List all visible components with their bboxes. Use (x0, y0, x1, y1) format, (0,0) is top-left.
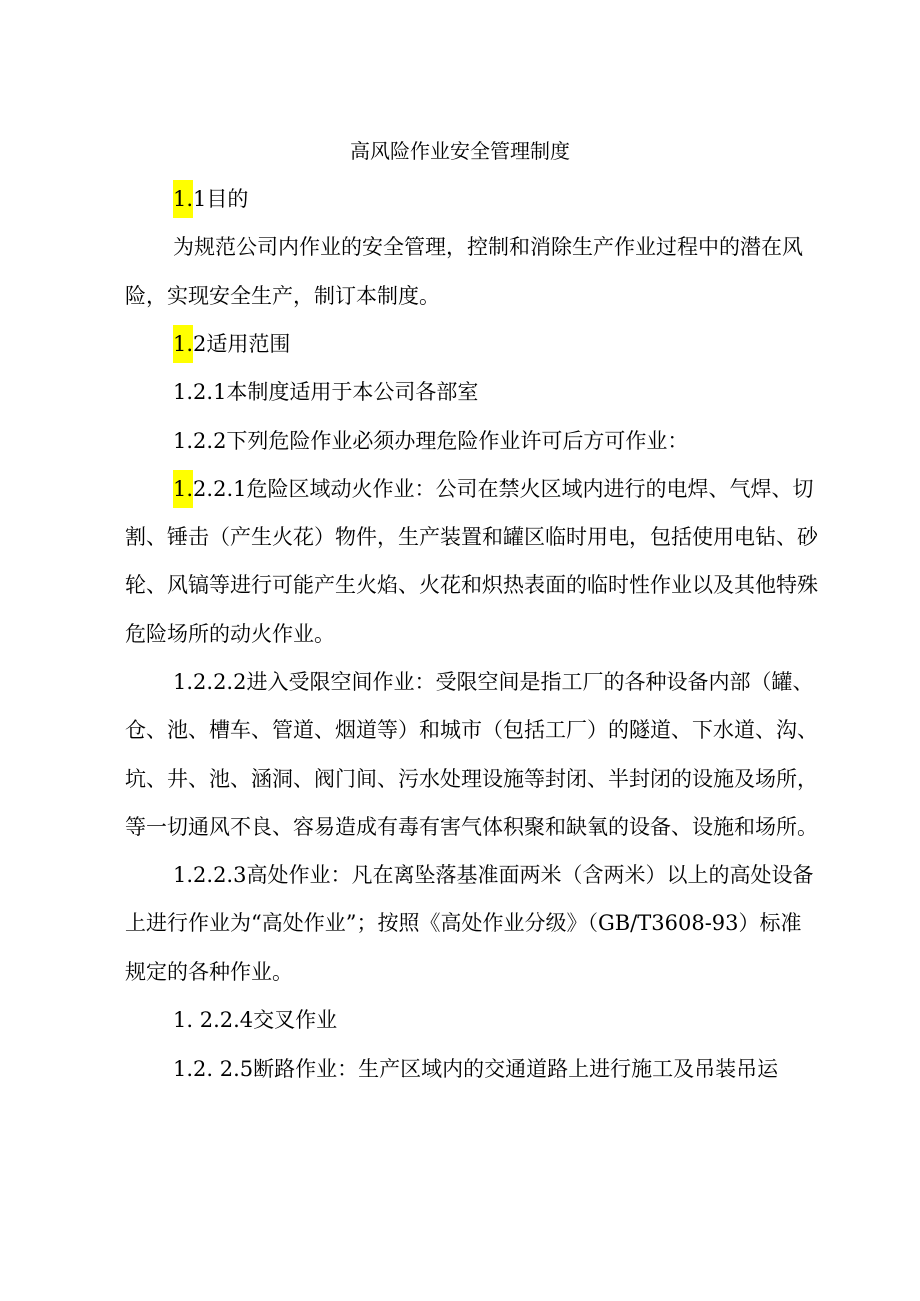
heading-1-2-text: 2适用范围 (193, 332, 291, 356)
clause-1-2-2: 1.2.2下列危险作业必须办理危险作业许可后方可作业： (173, 429, 689, 453)
clause-1-2-2-3-line-3: 规定的各种作业。 (125, 960, 293, 984)
clause-1-2-2-1-line-3: 轮、风镐等进行可能产生火焰、火花和炽热表面的临时性作业以及其他特殊 (125, 573, 818, 597)
clause-1-2-2-1-text: 2.2.1危险区域动火作业：公司在禁火区域内进行的电焊、气焊、切 (193, 477, 814, 501)
document-title: 高风险作业安全管理制度 (350, 139, 570, 163)
clause-1-2-2-3-line-1: 1.2.2.3高处作业：凡在离坠落基准面两米（含两米）以上的高处设备 (173, 863, 814, 887)
clause-1-2-2-2-line-1: 1.2.2.2进入受限空间作业：受限空间是指工厂的各种设备内部（罐、 (173, 670, 814, 694)
paragraph-purpose-line-1: 为规范公司内作业的安全管理，控制和消除生产作业过程中的潜在风 (173, 235, 803, 259)
clause-1-2-2-2-line-2: 仓、池、槽车、管道、烟道等）和城市（包括工厂）的隧道、下水道、沟、 (125, 718, 818, 742)
heading-1-2 (173, 331, 290, 357)
clause-1-2-1: 1.2.1本制度适用于本公司各部室 (173, 380, 479, 404)
clause-1-2-2-2-line-3: 坑、井、池、涵洞、阀门间、污水处理设施等封闭、半封闭的设施及场所， (125, 767, 818, 791)
clause-1-2-2-5: 1.2. 2.5断路作业：生产区域内的交通道路上进行施工及吊装吊运 (173, 1057, 779, 1081)
clause-1-2-2-1-line-2: 割、锤击（产生火花）物件，生产装置和罐区临时用电，包括使用电钻、砂 (125, 525, 818, 549)
clause-1-2-2-2-line-4: 等一切通风不良、容易造成有毒有害气体积聚和缺氧的设备、设施和场所。 (125, 815, 818, 839)
highlight-mark: 1. (173, 470, 193, 508)
clause-1-2-2-4: 1. 2.2.4交叉作业 (173, 1008, 338, 1032)
heading-1-1-text: 1目的 (193, 187, 249, 211)
paragraph-purpose-line-2: 险，实现安全生产，制订本制度。 (125, 284, 440, 308)
highlight-mark: 1. (173, 180, 193, 218)
clause-1-2-2-1-line-1 (173, 476, 813, 502)
highlight-mark: 1. (173, 325, 193, 363)
heading-1-1 (173, 186, 248, 212)
clause-1-2-2-1-line-4: 危险场所的动火作业。 (125, 622, 335, 646)
clause-1-2-2-3-line-2: 上进行作业为“高处作业”；按照《高处作业分级》（GB/T3608-93）标准 (125, 911, 802, 935)
